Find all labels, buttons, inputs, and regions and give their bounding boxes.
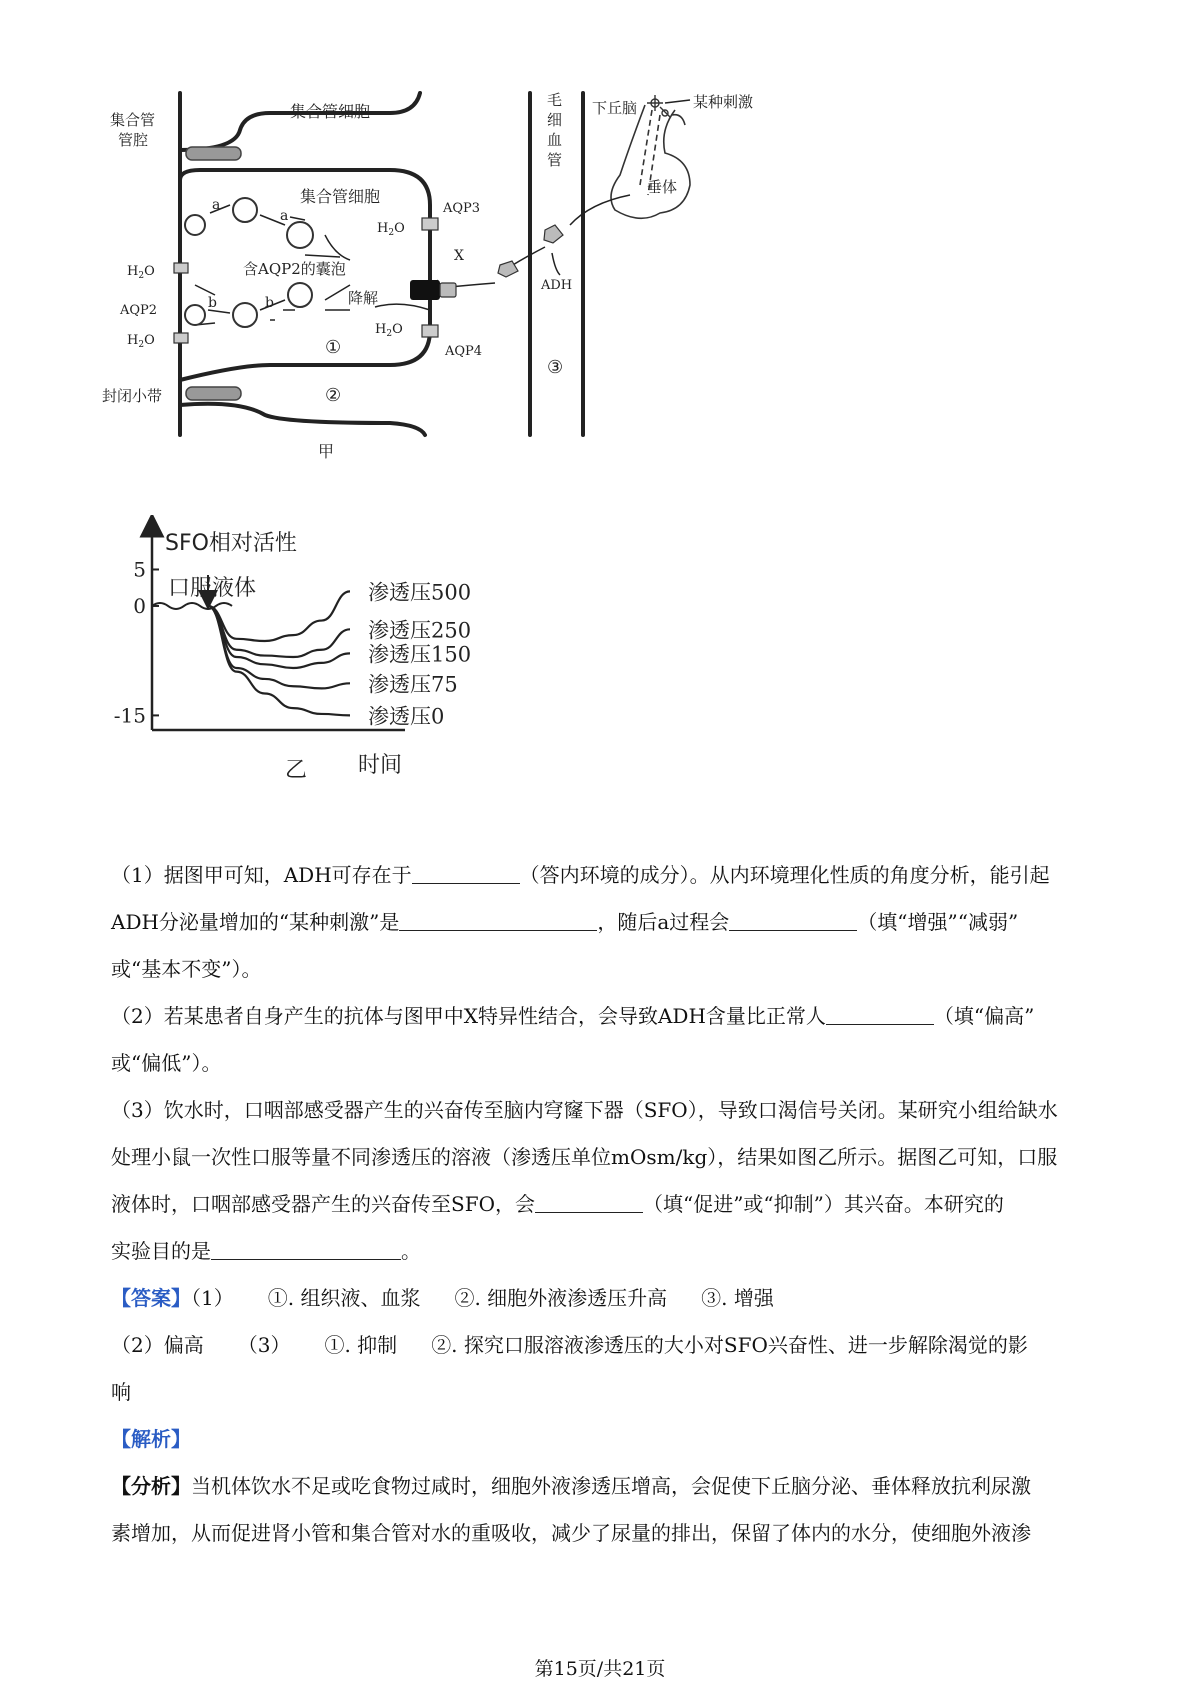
aqp2-label: AQP2: [120, 303, 158, 318]
question-3-line-2: 处理小鼠一次性口服等量不同渗透压的溶液（渗透压单位mOsm/kg），结果如图乙所示。据图乙可知，口服: [111, 1145, 1058, 1169]
vesicle-label: 含AQP2的囊泡: [243, 260, 346, 278]
region-1-label: ①: [325, 337, 342, 358]
question-1-line-2: ADH分泌量增加的“某种刺激”是 ，随后a过程会 （填“增强”“减弱”: [111, 910, 1019, 934]
y-tick-label: 0: [133, 593, 146, 618]
question-2-line-1: （2）若某患者自身产生的抗体与图甲中X特异性结合，会导致ADH含量比正常人 （填“偏高”: [111, 1004, 1035, 1028]
process-b-label: b: [265, 295, 274, 311]
region-2-label: ②: [325, 385, 342, 406]
region-3-label: ③: [547, 357, 564, 378]
question-3-line-1: （3）饮水时，口咽部感受器产生的兴奋传至脑内穹窿下器（SFO），导致口渴信号关闭。某研究小组给缺水: [111, 1098, 1058, 1122]
h2o-label: $H_2O$: [375, 322, 403, 339]
question-3-line-3: 液体时，口咽部感受器产生的兴奋传至SFO，会 （填“促进”或“抑制”）其兴奋。本研究的: [111, 1192, 1004, 1216]
series-label: 渗透压75: [368, 672, 458, 697]
aqp4-label: AQP4: [445, 344, 483, 359]
y-tick-label: -15: [113, 703, 146, 728]
analysis-heading: 【解析】: [111, 1427, 191, 1451]
figure-yi-caption: 乙: [285, 758, 308, 780]
question-2-line-2: 或“偏低”）。: [111, 1051, 222, 1075]
answer-line-1: 【答案】（1） ①. 组织液、血浆 ②. 细胞外液渗透压升高 ③. 增强: [111, 1286, 774, 1310]
adh-molecule: [544, 225, 563, 243]
h2o-label: $H_2O$: [377, 221, 405, 238]
cell-mid-label: 集合管细胞: [300, 187, 381, 206]
h2o-label: $H_2O$: [127, 333, 155, 350]
aqp3-channel: [422, 218, 438, 230]
pituitary-icon: [611, 105, 690, 218]
series-label: 渗透压150: [368, 642, 472, 667]
annotation-label: 口服液体: [168, 576, 257, 601]
answer-blank[interactable]: [399, 908, 597, 931]
series-label: 渗透压500: [368, 580, 472, 605]
analysis-line-2: 素增加，从而促进肾小管和集合管对水的重吸收，减少了尿量的排出，保留了体内的水分，使细胞外液渗: [111, 1521, 1031, 1545]
figure-jia-caption: 甲: [318, 442, 335, 461]
figure-yi-chart: [100, 515, 560, 780]
series-label: 渗透压0: [368, 704, 445, 729]
question-block: [111, 852, 1101, 1557]
question-3-line-4: 实验目的是 。: [111, 1239, 421, 1263]
degrade-label: 降解: [348, 289, 379, 307]
x-axis-label: 时间: [358, 753, 403, 778]
y-axis-label: SFO相对活性: [165, 531, 297, 556]
answer-blank[interactable]: [729, 908, 857, 931]
process-a-label: a: [212, 197, 221, 213]
capillary-label: 毛细血管: [547, 91, 563, 169]
page-footer: 第15页/共21页: [534, 1658, 666, 1680]
question-1-line-3: 或“基本不变”）。: [111, 957, 262, 981]
pituitary-label: 垂体: [647, 178, 678, 196]
stimulus-label: 某种刺激: [693, 93, 754, 111]
answer-blank[interactable]: [211, 1237, 401, 1260]
answer-blank[interactable]: [535, 1190, 643, 1213]
answer-blank[interactable]: [826, 1002, 934, 1025]
h2o-label: $H_2O$: [127, 264, 155, 281]
process-a-label: a: [280, 208, 289, 224]
answer-line-3: 响: [111, 1380, 131, 1404]
question-1-line-1: （1）据图甲可知，ADH可存在于 （答内环境的成分）。从内环境理化性质的角度分析，能引起: [111, 863, 1050, 887]
tight-junction-bottom: [186, 387, 241, 400]
tight-junction-label: 封闭小带: [102, 387, 163, 405]
x-label: X: [454, 248, 464, 264]
cell-top-label: 集合管细胞: [290, 102, 371, 121]
y-tick-label: 5: [133, 557, 146, 582]
answer-blank[interactable]: [412, 861, 520, 884]
aqp4-channel: [422, 325, 438, 337]
answer-line-2: （2）偏高 （3） ①. 抑制 ②. 探究口服溶液渗透压的大小对SFO兴奋性、进一步解除渴觉的影: [111, 1333, 1028, 1357]
analysis-line-1: 【分析】当机体饮水不足或吃食物过咸时，细胞外液渗透压增高，会促使下丘脑分泌、垂体释放抗利尿激: [111, 1474, 1031, 1498]
adh-label: ADH: [541, 278, 573, 293]
receptor-x: [410, 280, 440, 300]
tight-junction-top: [186, 147, 241, 160]
neuron-icon: [647, 95, 670, 117]
baseline-wave: [152, 603, 232, 609]
adh-bound: [440, 283, 456, 297]
lumen-label: 集合管管腔: [110, 111, 156, 149]
figure-jia: [100, 85, 800, 470]
process-b-label: b: [208, 295, 217, 311]
aqp3-label: AQP3: [443, 201, 481, 216]
hypothalamus-label: 下丘脑: [592, 99, 638, 117]
chart-series-labels: [368, 580, 471, 728]
series-label: 渗透压250: [368, 618, 472, 643]
